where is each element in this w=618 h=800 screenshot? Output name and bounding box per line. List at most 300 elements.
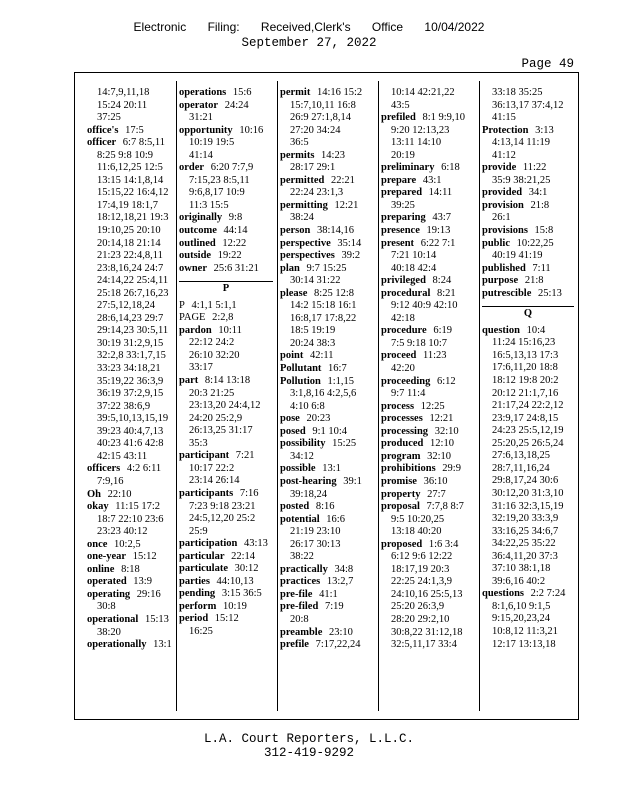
index-term: P bbox=[179, 299, 185, 311]
index-entry bbox=[87, 551, 173, 564]
index-entry-first-line bbox=[280, 564, 374, 577]
index-entry bbox=[87, 539, 173, 552]
section-letter: Q bbox=[482, 306, 574, 321]
index-entry-first-line bbox=[280, 589, 374, 602]
index-entry-first-line bbox=[280, 514, 374, 527]
index-term: putrescible bbox=[482, 287, 532, 299]
index-entry bbox=[482, 275, 574, 288]
index-term: promise bbox=[381, 475, 417, 487]
page-line-refs: 10:19 19:5 bbox=[189, 137, 235, 149]
page-line-refs: 15:15,22 16:4,12 bbox=[97, 187, 169, 199]
column-divider bbox=[479, 81, 480, 711]
index-entry-first-line bbox=[482, 288, 574, 301]
index-entry-first-line bbox=[87, 589, 173, 602]
index-entry bbox=[179, 325, 273, 375]
page-line-refs: 22:12 24:2 bbox=[189, 337, 235, 349]
page-line-refs: 38:20 bbox=[97, 626, 121, 638]
page-line-refs: 36:4,11,20 37:3 bbox=[492, 550, 558, 562]
index-entry bbox=[179, 263, 273, 276]
page-line-refs: 10:14 42:21,22 bbox=[391, 87, 455, 98]
page-line-refs: 6:7 8:5,11 bbox=[120, 137, 165, 149]
page-line-refs: 41:15 bbox=[492, 112, 516, 124]
index-entry-first-line bbox=[179, 601, 273, 614]
index-entry-first-line bbox=[179, 551, 273, 564]
page-line-refs: 36:13,17 37:4,12 bbox=[492, 99, 564, 111]
index-term: present bbox=[381, 237, 415, 249]
index-entry bbox=[280, 426, 374, 439]
index-entry bbox=[179, 87, 273, 100]
index-entry-first-line bbox=[482, 225, 574, 238]
index-term: operations bbox=[179, 87, 227, 98]
page-line-refs: 32:2,8 33:1,7,15 bbox=[97, 350, 166, 362]
index-entry-first-line bbox=[87, 639, 173, 652]
index-entry-first-line bbox=[482, 325, 574, 338]
page-line-refs: 34:1 bbox=[526, 187, 548, 199]
index-entry-first-line bbox=[87, 125, 173, 138]
page-line-refs: 29:16 bbox=[134, 588, 161, 600]
page-line-refs: 29:9 bbox=[439, 463, 461, 475]
index-term: practices bbox=[280, 576, 321, 588]
index-entry bbox=[381, 451, 475, 464]
filing-word-4: Office bbox=[371, 20, 404, 34]
page-line-refs: 13:15 14:1,8,14 bbox=[97, 174, 164, 186]
index-term: procedural bbox=[381, 287, 431, 299]
page-line-refs: 25:20 26:3,9 bbox=[391, 601, 445, 613]
page-line-refs: 10:22,25 bbox=[514, 237, 554, 249]
index-entry bbox=[179, 538, 273, 551]
index-entry-first-line bbox=[280, 576, 374, 589]
index-entry-first-line bbox=[87, 489, 173, 502]
index-entry bbox=[179, 238, 273, 251]
page-line-refs: 9:8 bbox=[226, 212, 243, 224]
index-term: one-year bbox=[87, 551, 127, 563]
index-entry-first-line bbox=[179, 300, 273, 313]
page-line-refs: 23:8,16,24 24:7 bbox=[97, 262, 164, 274]
page-line-refs: 16:8,17 17:8,22 bbox=[290, 312, 357, 324]
index-entry-first-line bbox=[87, 501, 173, 514]
page-line-refs: 11:3 15:5 bbox=[189, 199, 229, 211]
index-entry-first-line bbox=[179, 613, 273, 626]
index-entry-first-line bbox=[87, 564, 173, 577]
index-column-5 bbox=[482, 87, 574, 711]
index-column-2 bbox=[179, 87, 273, 711]
page-line-refs: 18:12,18,21 19:3 bbox=[97, 212, 169, 224]
index-entry bbox=[179, 250, 273, 263]
index-entry-first-line bbox=[179, 263, 273, 276]
index-term: property bbox=[381, 488, 421, 500]
index-entry bbox=[280, 589, 374, 602]
page-line-refs: 6:20 7:7,9 bbox=[208, 162, 254, 174]
index-entry bbox=[179, 601, 273, 614]
index-term: prepared bbox=[381, 187, 423, 199]
index-entry bbox=[280, 200, 374, 225]
index-term: prefiled bbox=[381, 112, 416, 124]
index-term: outlined bbox=[179, 237, 216, 249]
page-line-refs: 39:23 40:4,7,13 bbox=[97, 425, 164, 437]
page-line-refs: 10:17 22:2 bbox=[189, 462, 235, 474]
index-term: particular bbox=[179, 550, 225, 562]
index-entry-first-line bbox=[381, 187, 475, 200]
page-line-refs: 13:1 bbox=[150, 639, 172, 651]
index-entry bbox=[179, 312, 273, 325]
index-entry-first-line bbox=[381, 350, 475, 363]
page-line-refs: 19:22 bbox=[215, 250, 242, 262]
index-entry bbox=[280, 463, 374, 476]
index-term: prohibitions bbox=[381, 463, 436, 475]
page-line-refs: 19:10,25 20:10 bbox=[97, 225, 161, 237]
page-line-refs: 13:2,7 bbox=[324, 576, 354, 588]
index-term: permitting bbox=[280, 199, 328, 211]
page-line-refs: 40:19 41:19 bbox=[492, 250, 543, 262]
page-line-refs: 28:6,14,23 29:7 bbox=[97, 312, 164, 324]
index-entry-first-line bbox=[482, 588, 574, 601]
index-entry bbox=[87, 564, 173, 577]
index-entry-first-line bbox=[280, 150, 374, 163]
index-term: possibility bbox=[280, 438, 326, 450]
page-line-refs: 24:5,12,20 25:2 bbox=[189, 513, 256, 525]
index-entry bbox=[381, 288, 475, 326]
page-line-refs: 43:7 bbox=[429, 212, 452, 224]
index-term: operator bbox=[179, 99, 219, 111]
index-entry-first-line bbox=[280, 250, 374, 263]
page-line-refs: 32:10 bbox=[424, 450, 452, 462]
index-term: perform bbox=[179, 600, 217, 612]
page-line-refs: 16:25 bbox=[189, 625, 213, 637]
index-term: practically bbox=[280, 563, 328, 575]
page-line-refs: 34:8 bbox=[331, 563, 354, 575]
page-line-refs: 42:15 43:11 bbox=[97, 450, 148, 462]
page-line-refs: 14:16 15:2 bbox=[314, 87, 363, 98]
index-term: produced bbox=[381, 438, 424, 450]
index-entry-first-line bbox=[381, 325, 475, 338]
index-entry bbox=[280, 501, 374, 514]
index-entry bbox=[280, 175, 374, 200]
page-line-refs: 3:1,8,16 4:2,5,6 bbox=[290, 388, 357, 400]
page-line-refs: 4:10 6:8 bbox=[290, 400, 325, 412]
index-entry-first-line bbox=[87, 137, 173, 150]
index-entry bbox=[87, 87, 173, 125]
index-entry-first-line bbox=[179, 375, 273, 388]
index-term: PAGE bbox=[179, 312, 206, 324]
page-line-refs: 9:20 12:13,23 bbox=[391, 124, 450, 136]
index-term: proceed bbox=[381, 350, 417, 362]
index-entry bbox=[280, 350, 374, 363]
index-term: officer bbox=[87, 137, 117, 149]
page-line-refs: 1:6 3:4 bbox=[426, 538, 459, 550]
index-entry bbox=[280, 627, 374, 640]
page-line-refs: 14:2 15:18 16:1 bbox=[290, 300, 357, 312]
page-line-refs: 32:5,11,17 33:4 bbox=[391, 639, 457, 651]
page-line-refs: 39:1 bbox=[340, 475, 362, 487]
page-line-refs: 39:25 bbox=[391, 199, 415, 211]
page-line-refs: 43:5 bbox=[391, 99, 410, 111]
index-entry bbox=[381, 112, 475, 162]
index-term: pose bbox=[280, 413, 300, 425]
index-entry bbox=[482, 162, 574, 187]
index-entry bbox=[280, 376, 374, 414]
page-line-refs: 21:19 23:10 bbox=[290, 526, 341, 538]
index-term: pre-filed bbox=[280, 601, 319, 613]
index-entry bbox=[280, 564, 374, 577]
index-term: pardon bbox=[179, 324, 212, 336]
index-term: person bbox=[280, 225, 311, 237]
page-line-refs: 4:13,14 11:19 bbox=[492, 137, 550, 149]
page-line-refs: 4:1,1 5:1,1 bbox=[188, 299, 237, 311]
page-line-refs: 6:22 7:1 bbox=[418, 237, 456, 249]
index-entry bbox=[381, 325, 475, 350]
page-line-refs: 8:25 9:8 10:9 bbox=[97, 149, 154, 161]
index-entry-first-line bbox=[87, 463, 173, 476]
page-line-refs: 17:6,11,20 18:8 bbox=[492, 362, 558, 374]
index-term: permit bbox=[280, 87, 311, 98]
page-line-refs: 9:6,8,17 10:9 bbox=[189, 187, 245, 199]
index-term: process bbox=[381, 400, 415, 412]
page-line-refs: 16:6 bbox=[323, 513, 345, 525]
index-entry-first-line bbox=[280, 501, 374, 514]
page-line-refs: 21:17,24 22:2,12 bbox=[492, 400, 564, 412]
index-term: please bbox=[280, 287, 308, 299]
index-term: prefile bbox=[280, 639, 309, 651]
index-term: order bbox=[179, 162, 205, 174]
page-line-refs: 26:1 bbox=[492, 212, 511, 224]
index-term: outcome bbox=[179, 225, 217, 237]
column-divider bbox=[176, 81, 177, 711]
page-line-refs: 15:8 bbox=[531, 225, 554, 237]
index-entry bbox=[482, 187, 574, 200]
index-entry-first-line bbox=[280, 463, 374, 476]
page-line-refs: 24:24 bbox=[222, 99, 249, 111]
index-entry bbox=[87, 463, 173, 488]
index-entry bbox=[179, 563, 273, 576]
index-entry bbox=[280, 413, 374, 426]
page-line-refs: 10:8,12 11:3,21 bbox=[492, 625, 558, 637]
page-line-refs: 42:11 bbox=[307, 350, 334, 362]
index-term: once bbox=[87, 538, 108, 550]
page-line-refs: 25:13 bbox=[535, 287, 562, 299]
index-term: plan bbox=[280, 262, 300, 274]
page-line-refs: 13:9 bbox=[130, 576, 152, 588]
index-entry-first-line bbox=[280, 263, 374, 276]
index-term: question bbox=[482, 324, 520, 336]
index-term: presence bbox=[381, 225, 420, 237]
page-line-refs: 4:2 6:11 bbox=[124, 463, 162, 475]
index-entry-first-line bbox=[381, 476, 475, 489]
page-line-refs: 21:8 bbox=[522, 275, 544, 287]
index-entry bbox=[179, 551, 273, 564]
index-term: permitted bbox=[280, 174, 325, 186]
index-entry-first-line bbox=[179, 588, 273, 601]
page-line-refs: 7:11 bbox=[529, 262, 551, 274]
index-entry-first-line bbox=[280, 225, 374, 238]
page-line-refs: 7:16 bbox=[237, 487, 259, 499]
index-entry bbox=[87, 576, 173, 589]
page-line-refs: 6:19 bbox=[430, 325, 452, 337]
index-entry-first-line bbox=[280, 350, 374, 363]
index-entry-first-line bbox=[179, 250, 273, 263]
page-line-refs: 8:14 13:18 bbox=[202, 375, 251, 387]
page-line-refs: 11:22 bbox=[520, 162, 547, 174]
page-line-refs: 23:10 bbox=[326, 626, 353, 638]
index-term: point bbox=[280, 350, 304, 362]
index-entry-first-line bbox=[87, 614, 173, 627]
page-line-refs: 36:10 bbox=[420, 475, 448, 487]
page-line-refs: 7:9,16 bbox=[97, 475, 124, 487]
index-entry bbox=[87, 125, 173, 138]
page-line-refs: 17:5 bbox=[122, 124, 144, 136]
page-line-refs: 23:23 40:12 bbox=[97, 526, 148, 538]
page-line-refs: 16:5,13,13 17:3 bbox=[492, 349, 559, 361]
page-line-refs: 12:17 13:13,18 bbox=[492, 638, 556, 650]
index-entry-first-line bbox=[381, 489, 475, 502]
page-line-refs: 6:12 bbox=[434, 375, 456, 387]
index-entry-first-line bbox=[87, 576, 173, 589]
index-entry-first-line bbox=[179, 162, 273, 175]
page-line-refs: 42:20 bbox=[391, 363, 415, 375]
index-column-1 bbox=[87, 87, 173, 711]
index-entry-first-line bbox=[280, 426, 374, 439]
index-term: opportunity bbox=[179, 124, 233, 136]
page-line-refs: 35:3 bbox=[189, 437, 208, 449]
page-line-refs: 33:16,25 34:6,7 bbox=[492, 525, 559, 537]
page-line-refs: 15:24 20:11 bbox=[97, 99, 148, 111]
page-line-refs: 39:18,24 bbox=[290, 488, 328, 500]
filing-word-1: Electronic bbox=[133, 20, 187, 34]
index-entry bbox=[280, 363, 374, 376]
index-entry-first-line bbox=[381, 463, 475, 476]
page-line-refs: 28:7,11,16,24 bbox=[492, 462, 550, 474]
page-line-refs: 17:4,19 18:1,7 bbox=[97, 199, 158, 211]
index-entry bbox=[280, 601, 374, 626]
page-line-refs: 24:20 25:2,9 bbox=[189, 412, 243, 424]
page-line-refs: 20:24 38:3 bbox=[290, 337, 336, 349]
index-term: Pollutant bbox=[280, 363, 322, 375]
index-entry-first-line bbox=[381, 501, 475, 514]
index-term: pending bbox=[179, 588, 216, 600]
page-line-refs: 14:11 bbox=[426, 187, 453, 199]
index-entry-first-line bbox=[280, 376, 374, 389]
page-line-refs: 30:8,22 31:12,18 bbox=[391, 626, 463, 638]
page-line-refs: 10:4 bbox=[523, 324, 546, 336]
index-entry-first-line bbox=[280, 238, 374, 251]
index-entry-first-line bbox=[482, 125, 574, 138]
index-entry bbox=[179, 375, 273, 450]
index-entry-first-line bbox=[179, 125, 273, 138]
page-line-refs: 25:20,25 26:5,24 bbox=[492, 437, 564, 449]
index-entry-first-line bbox=[381, 401, 475, 414]
page-line-refs: 22:25 24:1,3,9 bbox=[391, 576, 452, 588]
page-line-refs: 30:12 bbox=[232, 563, 259, 575]
index-entry bbox=[87, 501, 173, 539]
index-term: participation bbox=[179, 538, 238, 550]
page-line-refs: 11:6,12,25 12:5 bbox=[97, 162, 163, 174]
index-term: period bbox=[179, 613, 209, 625]
index-entry bbox=[280, 150, 374, 175]
page-line-refs: 18:12 19:8 20:2 bbox=[492, 375, 559, 387]
page-line-refs: 8:25 12:8 bbox=[311, 287, 355, 299]
index-term: perspective bbox=[280, 237, 331, 249]
page-line-refs: 6:12 9:6 12:22 bbox=[391, 551, 453, 563]
index-entry-first-line bbox=[381, 413, 475, 426]
index-entry bbox=[87, 639, 173, 652]
page-line-refs: 35:14 bbox=[334, 237, 362, 249]
page-line-refs: 2:2 7:24 bbox=[528, 588, 566, 600]
page-line-refs: 13:11 14:10 bbox=[391, 137, 442, 149]
page-line-refs: 19:13 bbox=[423, 225, 451, 237]
index-term: part bbox=[179, 375, 199, 387]
page-line-refs: 34:22,25 35:22 bbox=[492, 538, 556, 550]
page-line-refs: 41:12 bbox=[492, 149, 516, 161]
index-term: operated bbox=[87, 576, 127, 588]
page-line-refs: 3:15 36:5 bbox=[219, 588, 262, 600]
page-line-refs: 37:10 38:1,18 bbox=[492, 563, 551, 575]
page-line-refs: 26:17 30:13 bbox=[290, 538, 341, 550]
index-entry-first-line bbox=[179, 563, 273, 576]
page-line-refs: 27:5,12,18,24 bbox=[97, 300, 156, 312]
page-line-refs: 30:12,20 31:3,10 bbox=[492, 487, 564, 499]
index-entry-first-line bbox=[381, 175, 475, 188]
index-entry-first-line bbox=[280, 639, 374, 652]
index-entry bbox=[280, 225, 374, 238]
page-line-refs: 33:17 bbox=[189, 362, 213, 374]
page-line-refs: 18:17,19 20:3 bbox=[391, 563, 450, 575]
page-line-refs: 15:7,10,11 16:8 bbox=[290, 99, 356, 111]
page-line-refs: 27:6,13,18,25 bbox=[492, 450, 551, 462]
index-entry bbox=[381, 275, 475, 288]
filing-word-5: 10/04/2022 bbox=[424, 20, 485, 34]
section-letter: P bbox=[179, 281, 273, 296]
index-entry bbox=[381, 489, 475, 502]
page-line-refs: 35:19,22 36:3,9 bbox=[97, 375, 164, 387]
page-line-refs: 12:21 bbox=[426, 413, 454, 425]
index-entry bbox=[381, 212, 475, 225]
reporter-name: L.A. Court Reporters, L.L.C. bbox=[203, 732, 415, 746]
index-entry bbox=[482, 225, 574, 238]
index-entry-first-line bbox=[280, 200, 374, 213]
index-entry bbox=[381, 376, 475, 401]
index-entry bbox=[381, 401, 475, 414]
index-term: procedure bbox=[381, 325, 427, 337]
index-entry bbox=[381, 238, 475, 276]
page-line-refs: 33:23 34:18,21 bbox=[97, 363, 161, 375]
index-entry bbox=[179, 576, 273, 589]
index-entry-first-line bbox=[179, 100, 273, 113]
page-line-refs: 10:19 bbox=[220, 600, 247, 612]
index-term: posted bbox=[280, 501, 310, 513]
page-line-refs: 25:9 bbox=[189, 525, 208, 537]
index-entry bbox=[280, 87, 374, 150]
page-line-refs: 20:14,18 21:14 bbox=[97, 237, 161, 249]
page-line-refs: 9:7 15:25 bbox=[303, 262, 347, 274]
page-line-refs: 10:2,5 bbox=[111, 538, 141, 550]
index-entry-first-line bbox=[280, 413, 374, 426]
index-entry bbox=[482, 200, 574, 225]
index-entry-first-line bbox=[179, 488, 273, 501]
index-entry bbox=[482, 238, 574, 263]
index-entry bbox=[381, 175, 475, 188]
index-entry-first-line bbox=[179, 312, 273, 325]
index-entry bbox=[381, 225, 475, 238]
index-entry bbox=[482, 325, 574, 588]
index-term: provided bbox=[482, 187, 523, 199]
page-line-refs: 27:20 34:24 bbox=[290, 124, 341, 136]
page-line-refs: 18:7 22:10 23:6 bbox=[97, 513, 164, 525]
page-line-refs: 9:12 40:9 42:10 bbox=[391, 300, 458, 312]
index-entry-first-line bbox=[381, 288, 475, 301]
page-line-refs: 13:18 40:20 bbox=[391, 526, 442, 538]
index-term: participant bbox=[179, 450, 230, 462]
index-term: posed bbox=[280, 425, 306, 437]
index-entry bbox=[482, 588, 574, 651]
